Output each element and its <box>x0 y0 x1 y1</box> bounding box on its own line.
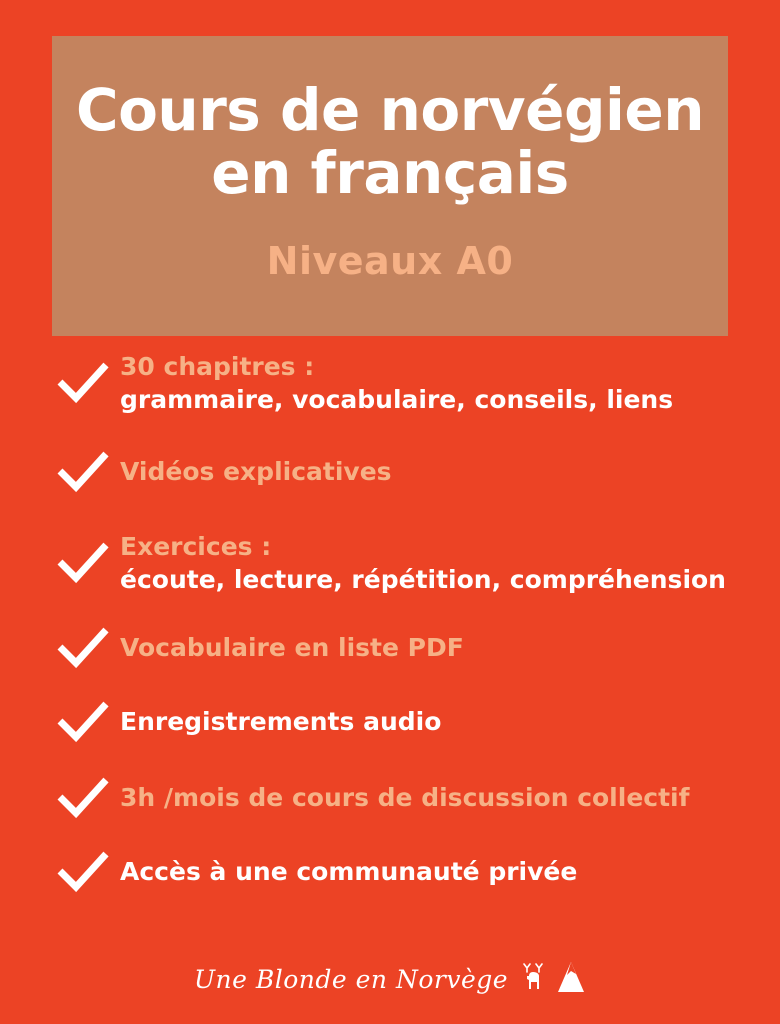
feature-text <box>120 532 764 594</box>
reindeer-icon <box>518 963 552 998</box>
feature-heading: 30 chapitres : <box>120 352 315 381</box>
list-item <box>46 352 764 414</box>
check-icon <box>46 701 120 743</box>
check-icon <box>46 451 120 493</box>
feature-heading: Exercices : <box>120 532 272 561</box>
feature-text <box>120 707 764 737</box>
brand-footer <box>0 961 780 998</box>
feature-heading: 3h /mois de cours de discussion collectif <box>120 783 690 813</box>
list-item <box>46 770 764 826</box>
check-icon <box>46 777 120 819</box>
list-item <box>46 532 764 594</box>
header-banner <box>52 36 728 336</box>
page-title <box>76 76 704 208</box>
feature-text <box>120 783 764 813</box>
brand-marks <box>518 961 586 998</box>
subtitle-level: Niveaux A0 <box>266 238 514 283</box>
feature-subtext: grammaire, vocabulaire, conseils, liens <box>120 384 674 414</box>
check-icon <box>46 542 120 584</box>
feature-subtext: écoute, lecture, répétition, compréhension <box>120 564 726 594</box>
list-item <box>46 844 764 900</box>
feature-heading: Vidéos explicatives <box>120 457 392 487</box>
feature-text <box>120 857 764 887</box>
title-line-2: en français <box>211 139 569 208</box>
list-item <box>46 620 764 676</box>
check-icon <box>46 627 120 669</box>
check-icon <box>46 851 120 893</box>
list-item <box>46 444 764 500</box>
feature-heading: Vocabulaire en liste PDF <box>120 633 464 663</box>
brand-name: Une Blonde en Norvège <box>193 965 509 994</box>
feature-text <box>120 352 764 414</box>
list-item <box>46 694 764 750</box>
feature-heading: Accès à une communauté privée <box>120 857 578 887</box>
feature-text <box>120 457 764 487</box>
check-icon <box>46 362 120 404</box>
mountain-icon <box>556 961 586 998</box>
feature-heading: Enregistrements audio <box>120 707 442 737</box>
title-line-1: Cours de norvégien <box>76 76 704 144</box>
feature-list <box>0 352 780 900</box>
feature-text <box>120 633 764 663</box>
